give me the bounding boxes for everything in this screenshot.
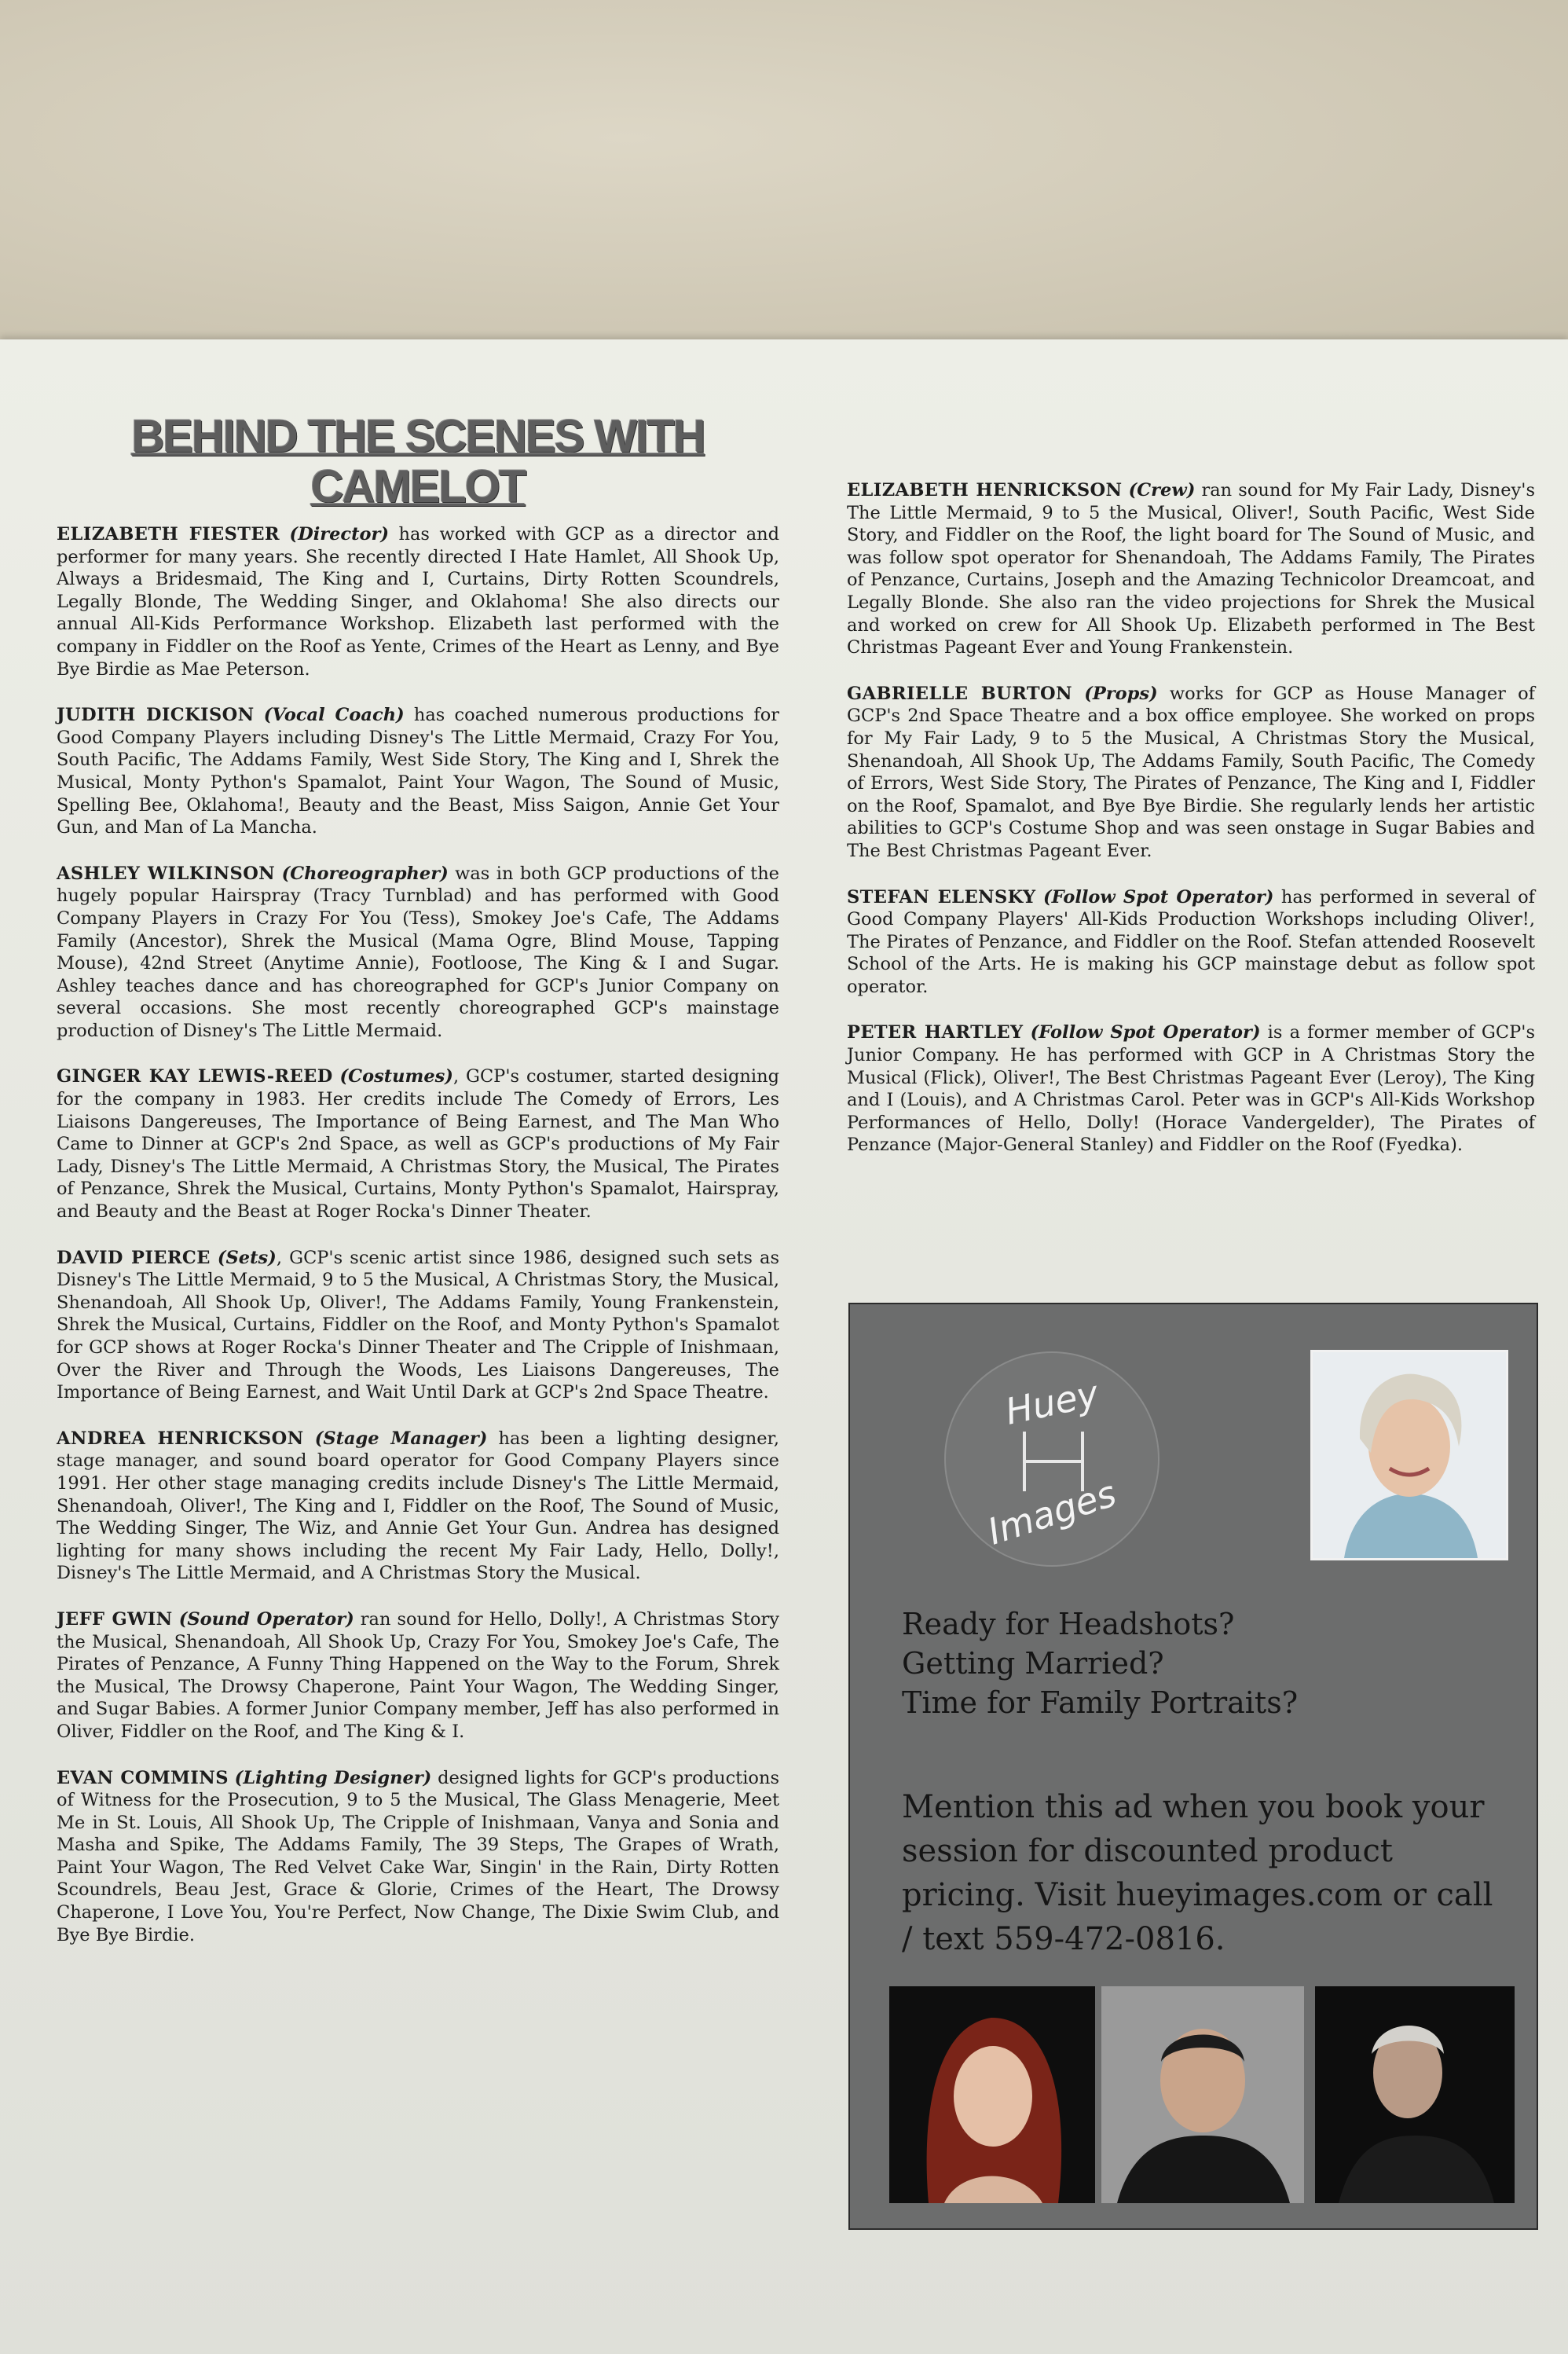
bio-name: EVAN COMMINS <box>57 1767 229 1788</box>
bio-text: designed lights for GCP's productions of Witness for the Prosecution, 9 to 5 the Musical, The Glass Menagerie, Meet Me in St. Louis, All Shook Up, The Cripple of Inishmaan, Vanya and Sonia and Masha and Spike, The Addams Family, The 39 Steps, The Grapes of Wrath, Paint Your Wagon, The Red Velvet Cake War, Singin' in the Rain, Dirty Rotten Scoundrels, Beau Jest, Grace & Glorie, Crimes of the Heart, The Drowsy Chaperone, I Love You, You're Perfect, Now Change, The Dixie Swim Club, and Bye Bye Birdie. <box>57 1767 780 1945</box>
bio-peter-hartley <box>847 1021 1535 1157</box>
program-page <box>0 339 1568 2354</box>
huey-images-logo <box>944 1351 1160 1567</box>
left-column <box>57 412 779 1970</box>
bio-gabrielle-burton <box>847 683 1535 863</box>
bio-role: (Props) <box>1084 683 1158 704</box>
portrait-photo-woman-blonde <box>1310 1350 1508 1560</box>
ad-questions <box>902 1604 1499 1722</box>
bio-elizabeth-fiester <box>57 523 779 680</box>
portrait-illustration <box>1101 1986 1304 2203</box>
bio-ginger-kay-lewis-reed <box>57 1065 779 1223</box>
bio-role: (Vocal Coach) <box>263 705 405 726</box>
bio-name: JEFF GWIN <box>57 1608 173 1630</box>
bio-name: ANDREA HENRICKSON <box>57 1428 304 1449</box>
bio-david-pierce <box>57 1247 779 1404</box>
bio-ashley-wilkinson <box>57 863 779 1043</box>
ad-question-portraits: Time for Family Portraits? <box>902 1685 1299 1720</box>
bio-text: , GCP's scenic artist since 1986, designed such sets as Disney's The Little Mermaid, 9 to 5 the Musical, A Christmas Story, the Musical, Shenandoah, All Shook Up, Oliver!, The Addams Family, Young Frankenstein, Shrek the Musical, Curtains, Fiddler on the Roof, and Monty Python's Spamalot for GCP shows at Roger Rocka's Dinner Theater and The Cripple of Inishmaan, Over the River and Through the Woods, Les Liaisons Dangereuses, The Importance of Being Earnest, and Wait Until Dark at GCP's 2nd Space Theatre. <box>57 1247 780 1403</box>
portrait-illustration <box>889 1986 1095 2203</box>
bio-text: has coached numerous productions for Good Company Players including Disney's The Little Mermaid, Crazy For You, South Pacific, The Addams Family, West Side Story, The King and I, Shrek the Musical, Monty Python's Spamalot, Paint Your Wagon, The Sound of Music, Spelling Bee, Oklahoma!, Beauty and the Beast, Miss Saigon, Annie Get Your Gun, and Man of La Mancha. <box>57 705 779 838</box>
bio-name: STEFAN ELENSKY <box>847 886 1036 908</box>
portrait-photo-man-dark-hair <box>1101 1986 1304 2203</box>
background-wall <box>0 0 1568 346</box>
huey-images-ad <box>848 1303 1538 2230</box>
bio-role: (Costumes) <box>339 1066 453 1087</box>
bio-text: ran sound for My Fair Lady, Disney's The Little Mermaid, 9 to 5 the Musical, Oliver!, South Pacific, West Side Story, and Fiddler on the Roof, the light board for The Sound of Music, and was follow spot operator for Shenandoah, The Addams Family, The Pirates of Penzance, Curtains, Joseph and the Amazing Technicolor Dreamcoat, and Legally Blonde. She also ran the video projections for Shrek the Musical and worked on crew for All Shook Up. Elizabeth performed in The Best Christmas Pageant Ever and Young Frankenstein. <box>847 480 1535 658</box>
bio-name: ELIZABETH HENRICKSON <box>847 480 1123 500</box>
bio-stefan-elensky <box>847 886 1535 999</box>
bio-text: has worked with GCP as a director and performer for many years. She recently directed I Hate Hamlet, All Shook Up, Always a Bridesmaid, The King and I, Curtains, Dirty Rotten Scoundrels, Legally Blonde, The Wedding Singer, and Oklahoma! She also directs our annual All-Kids Performance Workshop. Elizabeth last performed with the company in Fiddler on the Roof as Yente, Crimes of the Heart as Lenny, and Bye Bye Birdie as Mae Peterson. <box>57 524 780 680</box>
ad-question-married: Getting Married? <box>902 1646 1164 1681</box>
right-column <box>847 479 1535 1180</box>
bio-role: (Sets) <box>217 1247 277 1268</box>
logo-word-huey: Huey <box>1002 1372 1102 1433</box>
bio-role: (Crew) <box>1128 480 1196 500</box>
portrait-illustration <box>1315 1986 1515 2203</box>
logo-word-images: Images <box>982 1472 1122 1553</box>
page-title <box>57 412 779 512</box>
title-line-1: BEHIND THE SCENES WITH <box>131 411 705 462</box>
bio-role: (Follow Spot Operator) <box>1030 1022 1261 1043</box>
bio-text: works for GCP as House Manager of GCP's 2nd Space Theatre and a box office employee. She worked on props for My Fair Lady, 9 to 5 the Musical, A Christmas Story the Musical, Shenandoah, All Shook Up, The Addams Family, South Pacific, The Comedy of Errors, West Side Story, The Pirates of Penzance, The King and I, Fiddler on the Roof, Spamalot, and Bye Bye Birdie. She regularly lends her artistic abilities to GCP's Costume Shop and was seen onstage in Sugar Babies and The Best Christmas Pageant Ever. <box>847 683 1535 861</box>
bio-evan-commins <box>57 1767 779 1947</box>
bio-role: (Stage Manager) <box>314 1428 488 1449</box>
ad-question-headshots: Ready for Headshots? <box>902 1607 1235 1641</box>
bio-text: was in both GCP productions of the hugely popular Hairspray (Tracy Turnblad) and has performed with Good Company Players in Crazy For You (Tess), Smokey Joe's Cafe, The Addams Family (Ancestor), Shrek the Musical (Mama Ogre, Blind Mouse, Tapping Mouse), 42nd Street (Anytime Annie), Footloose, The King & I and Sugar. Ashley teaches dance and has choreographed for GCP's Junior Company on several occasions. She most recently choreographed GCP's mainstage production of Disney's The Little Mermaid. <box>57 863 779 1041</box>
bio-name: DAVID PIERCE <box>57 1247 211 1268</box>
bio-text: has performed in several of Good Company Players' All-Kids Production Workshops including Oliver!, The Pirates of Penzance, and Fiddler on the Roof. Stefan attended Roosevelt School of the Arts. He is making his GCP mainstage debut as follow spot operator. <box>847 886 1536 997</box>
bio-role: (Lighting Designer) <box>234 1767 432 1788</box>
title-line-2: CAMELOT <box>310 461 526 512</box>
bio-andrea-henrickson <box>57 1428 779 1585</box>
bio-role: (Sound Operator) <box>178 1608 354 1630</box>
portrait-photo-man-gray-hair <box>1315 1986 1515 2203</box>
bio-role: (Choreographer) <box>281 863 449 884</box>
bio-text: ran sound for Hello, Dolly!, A Christmas Story the Musical, Shenandoah, All Shook Up, Crazy For You, Smokey Joe's Cafe, The Pirates of Penzance, A Funny Thing Happened on the Way to the Forum, Shrek the Musical, The Drowsy Chaperone, Paint Your Wagon, The Wedding Singer, and Sugar Babies. A former Junior Company member, Jeff has also performed in Oliver, Fiddler on the Roof, and The King & I. <box>57 1608 779 1742</box>
portrait-photo-woman-redhead <box>889 1986 1095 2203</box>
bio-name: ASHLEY WILKINSON <box>57 863 276 884</box>
ad-pitch: Mention this ad when you book your session for discounted product pricing. Visit hueyimages.com or call / text 559-472-0816. <box>902 1789 1493 1957</box>
bio-judith-dickison <box>57 704 779 839</box>
bio-name: JUDITH DICKISON <box>57 705 255 726</box>
portrait-illustration <box>1313 1352 1506 1558</box>
bio-jeff-gwin <box>57 1608 779 1744</box>
bio-name: ELIZABETH FIESTER <box>57 524 280 544</box>
bio-text: , GCP's costumer, started designing for the company in 1983. Her credits include The Comedy of Errors, Les Liaisons Dangereuses, The Importance of Being Earnest, and The Man Who Came to Dinner at GCP's 2nd Space, as well as GCP's productions of My Fair Lady, Disney's The Little Mermaid, A Christmas Story, the Musical, The Pirates of Penzance, Shrek the Musical, Curtains, Monty Python's Spamalot, Hairspray, and Beauty and the Beast at Roger Rocka's Dinner Theater. <box>57 1066 779 1223</box>
bio-name: GINGER KAY LEWIS-REED <box>57 1066 333 1087</box>
bio-elizabeth-henrickson <box>847 479 1535 659</box>
bio-role: (Director) <box>289 524 390 544</box>
bio-text: has been a lighting designer, stage manager, and sound board operator for Good Company Players since 1991. Her other stage managing credits include Disney's The Little Mermaid, Shenandoah, Oliver!, The King and I, Fiddler on the Roof, The Sound of Music, The Wedding Singer, The Wiz, and Annie Get Your Gun. Andrea has designed lighting for many shows including the recent My Fair Lady, Hello, Dolly!, Disney's The Little Mermaid, and A Christmas Story the Musical. <box>57 1428 779 1584</box>
bio-name: GABRIELLE BURTON <box>847 683 1072 704</box>
bio-role: (Follow Spot Operator) <box>1042 886 1274 908</box>
bio-text: is a former member of GCP's Junior Company. He has performed with GCP in A Christmas Story the Musical (Flick), Oliver!, The Best Christmas Pageant Ever (Leroy), The King and I (Louis), and A Christmas Carol. Peter was in GCP's All-Kids Workshop Performances of Hello, Dolly! (Horace Vandergelder), The Pirates of Penzance (Major-General Stanley) and Fiddler on the Roof (Fyedka). <box>847 1022 1535 1156</box>
bio-name: PETER HARTLEY <box>847 1022 1024 1043</box>
